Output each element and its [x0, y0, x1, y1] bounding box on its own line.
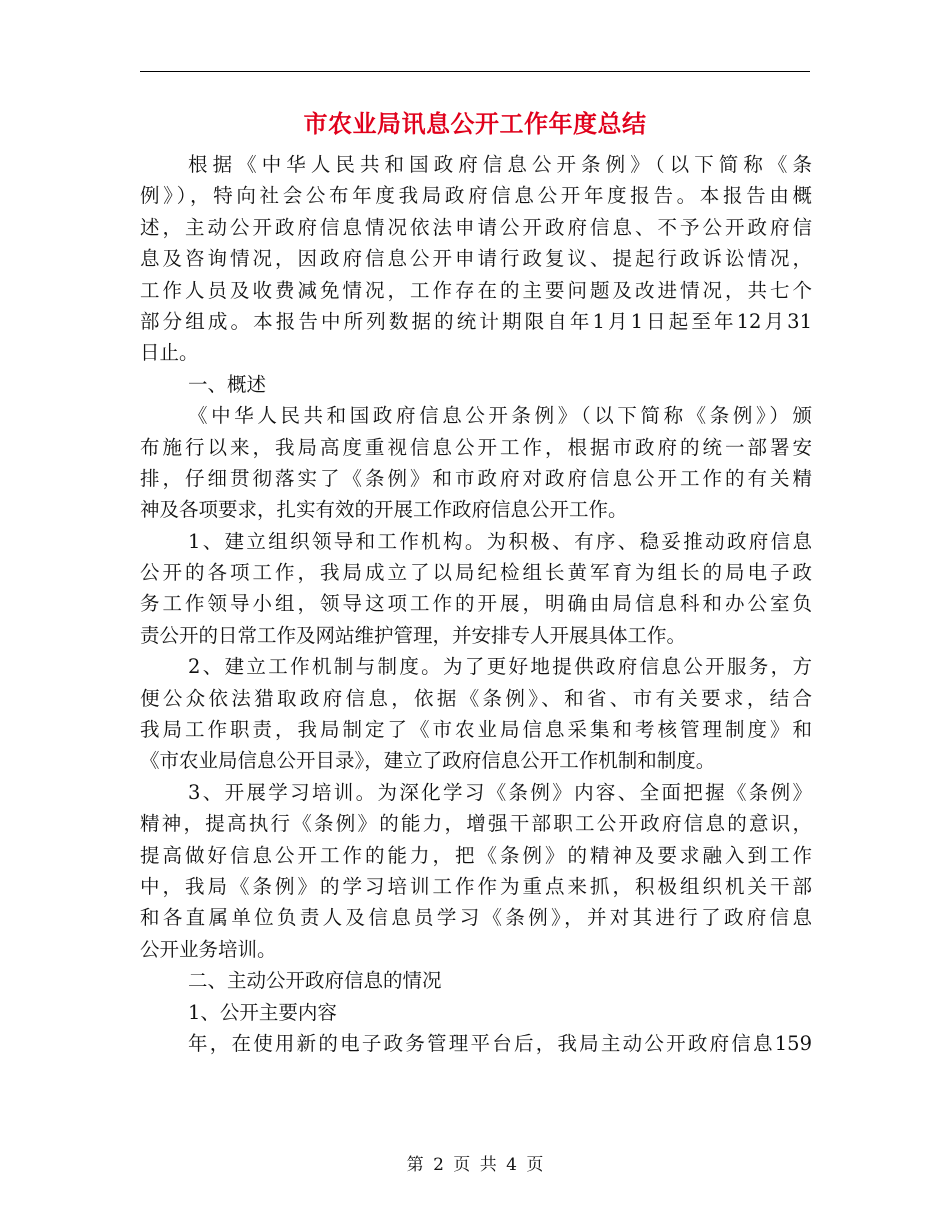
paragraph-line: 中，我局《条例》的学习培训工作作为重点来抓，积极组织机关干部	[140, 874, 812, 898]
paragraph-line: 布施行以来，我局高度重视信息公开工作，根据市政府的统一部署安	[140, 435, 812, 459]
paragraph-line: 1、建立组织领导和工作机构。为积极、有序、稳妥推动政府信息	[188, 529, 812, 553]
document-body	[140, 149, 812, 1059]
paragraph-line: 述，主动公开政府信息情况依法申请公开政府信息、不予公开政府信	[140, 215, 812, 239]
paragraph-line: 责公开的日常工作及网站维护管理，并安排专人开展具体工作。	[140, 623, 687, 647]
page-number: 第 2 页 共 4 页	[406, 1155, 544, 1175]
paragraph-line: 务工作领导小组，领导这项工作的开展，明确由局信息科和办公室负	[140, 592, 812, 616]
section-heading: 一、概述	[188, 372, 267, 396]
paragraph-line: 神及各项要求，扎实有效的开展工作政府信息公开工作。	[140, 498, 628, 522]
paragraph-line: 工作人员及收费减免情况，工作存在的主要问题及改进情况，共七个	[140, 278, 812, 302]
paragraph-line: 根据《中华人民共和国政府信息公开条例》（以下简称《条	[188, 153, 812, 176]
paragraph-line: 《中华人民共和国政府信息公开条例》（以下简称《条例》）颁	[188, 404, 812, 428]
paragraph-line: 提高做好信息公开工作的能力，把《条例》的精神及要求融入到工作	[140, 843, 812, 867]
header-rule	[140, 71, 810, 72]
paragraph-line: 精神，提高执行《条例》的能力，增强干部职工公开政府信息的意识，	[140, 812, 812, 836]
document-title: 市农业局讯息公开工作年度总结	[303, 109, 647, 138]
paragraph-line: 公开业务培训。	[140, 937, 277, 961]
section-heading: 二、主动公开政府信息的情况	[188, 969, 442, 993]
paragraph-line: 息及咨询情况，因政府信息公开申请行政复议、提起行政诉讼情况，	[140, 247, 812, 271]
paragraph-line: 我局工作职责，我局制定了《市农业局信息采集和考核管理制度》和	[140, 718, 812, 742]
paragraph-line: 2、建立工作机制与制度。为了更好地提供政府信息公开服务，方	[188, 655, 812, 679]
paragraph-line: 部分组成。本报告中所列数据的统计期限自年1月1日起至年12月31	[140, 309, 812, 333]
paragraph-line: 例》），特向社会公布年度我局政府信息公开年度报告。本报告由概	[140, 184, 812, 208]
paragraph-line: 《市农业局信息公开目录》，建立了政府信息公开工作机制和制度。	[140, 749, 716, 773]
paragraph-line: 便公众依法猎取政府信息，依据《条例》、和省、市有关要求，结合	[140, 686, 812, 710]
paragraph-line: 年，在使用新的电子政务管理平台后，我局主动公开政府信息159	[188, 1031, 812, 1055]
paragraph-line: 3、开展学习培训。为深化学习《条例》内容、全面把握《条例》	[188, 780, 812, 804]
subsection-heading: 1、公开主要内容	[188, 1000, 337, 1024]
paragraph-line: 日止。	[140, 341, 199, 365]
paragraph-line: 排，仔细贯彻落实了《条例》和市政府对政府信息公开工作的有关精	[140, 466, 812, 490]
paragraph-line: 和各直属单位负责人及信息员学习《条例》，并对其进行了政府信息	[140, 906, 812, 930]
paragraph-line: 公开的各项工作，我局成立了以局纪检组长黄军育为组长的局电子政	[140, 561, 812, 585]
